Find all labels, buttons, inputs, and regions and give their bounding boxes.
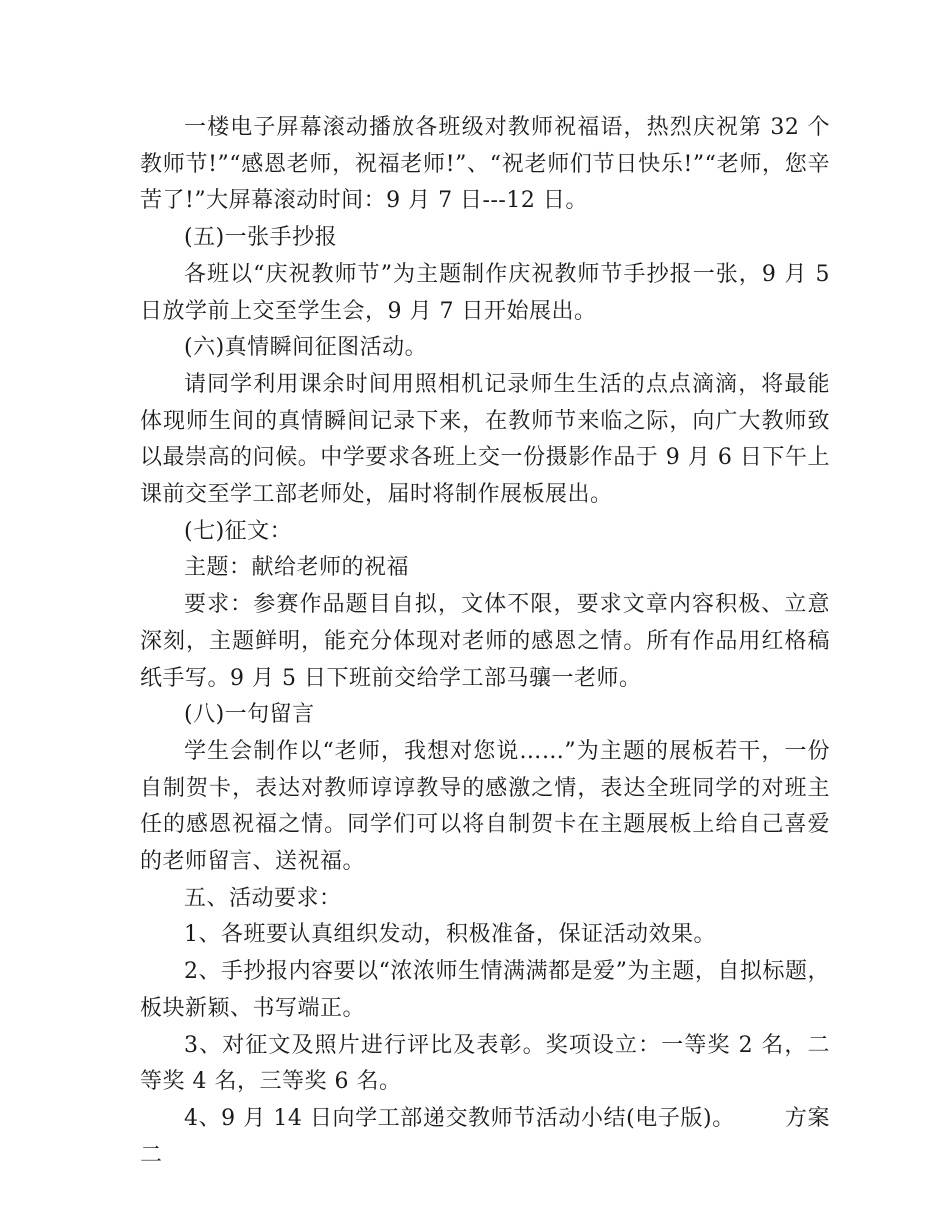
trailing-section-label: 方案二	[140, 1105, 830, 1168]
paragraph-essay-requirements: 要求：参赛作品题目自拟，文体不限，要求文章内容积极、立意深刻，主题鲜明，能充分体现对老师的感恩之情。所有作品用红格稿纸手写。9 月 5 日下班前交给学工部马骧一老师。	[140, 592, 830, 691]
paragraph-photo-activity: 请同学利用课余时间用照相机记录师生生活的点点滴滴，将最能体现师生间的真情瞬间记录下来，在教师节来临之际，向广大教师致以最崇高的问候。中学要求各班上交一份摄影作品于 9 月 6 日下午上课前交至学工部老师处，届时将制作展板展出。	[140, 371, 830, 508]
requirement-item-1: 1、各班要认真组织发动，积极准备，保证活动效果。	[184, 922, 716, 948]
requirement-item-2: 2、手抄报内容要以“浓浓师生情满满都是爱”为主题，自拟标题，板块新颖、书写端正。	[140, 959, 830, 1021]
requirement-item-4-text: 4、9 月 14 日向学工部递交教师节活动小结(电子版)。	[184, 1105, 735, 1131]
heading-activity-requirements: 五、活动要求：	[184, 885, 342, 911]
paragraph-handwritten-newspaper: 各班以“庆祝教师节”为主题制作庆祝教师节手抄报一张，9 月 5 日放学前上交至学生会，9 月 7 日开始展出。	[140, 261, 838, 324]
paragraph-message: 学生会制作以“老师，我想对您说……”为主题的展板若干，一份自制贺卡，表达对教师谆谆教导的感激之情，表达全班同学的对班主任的感恩祝福之情。同学们可以将自制贺卡在主题展板上给自己喜爱的老师留言、送祝福。	[140, 738, 830, 875]
paragraph-essay-theme: 主题：献给老师的祝福	[184, 555, 410, 581]
requirement-item-4	[140, 1101, 830, 1174]
heading-handwritten-newspaper: (五)一张手抄报	[184, 225, 338, 251]
heading-photo-activity: (六)真情瞬间征图活动。	[184, 335, 428, 361]
heading-essay: (七)征文：	[184, 518, 293, 544]
document-body	[140, 110, 838, 1174]
paragraph-teacher-day-screen: 一楼电子屏幕滚动播放各班级对教师祝福语，热烈庆祝第 32 个教师节!”“感恩老师，祝福老师!”、“祝老师们节日快乐!”“老师，您辛苦了!”大屏幕滚动时间：9 月 7 日---12 日。	[140, 115, 830, 214]
requirement-item-3: 3、对征文及照片进行评比及表彰。奖项设立：一等奖 2 名，二等奖 4 名，三等奖 6 名。	[140, 1032, 830, 1095]
heading-message: (八)一句留言	[184, 702, 315, 728]
